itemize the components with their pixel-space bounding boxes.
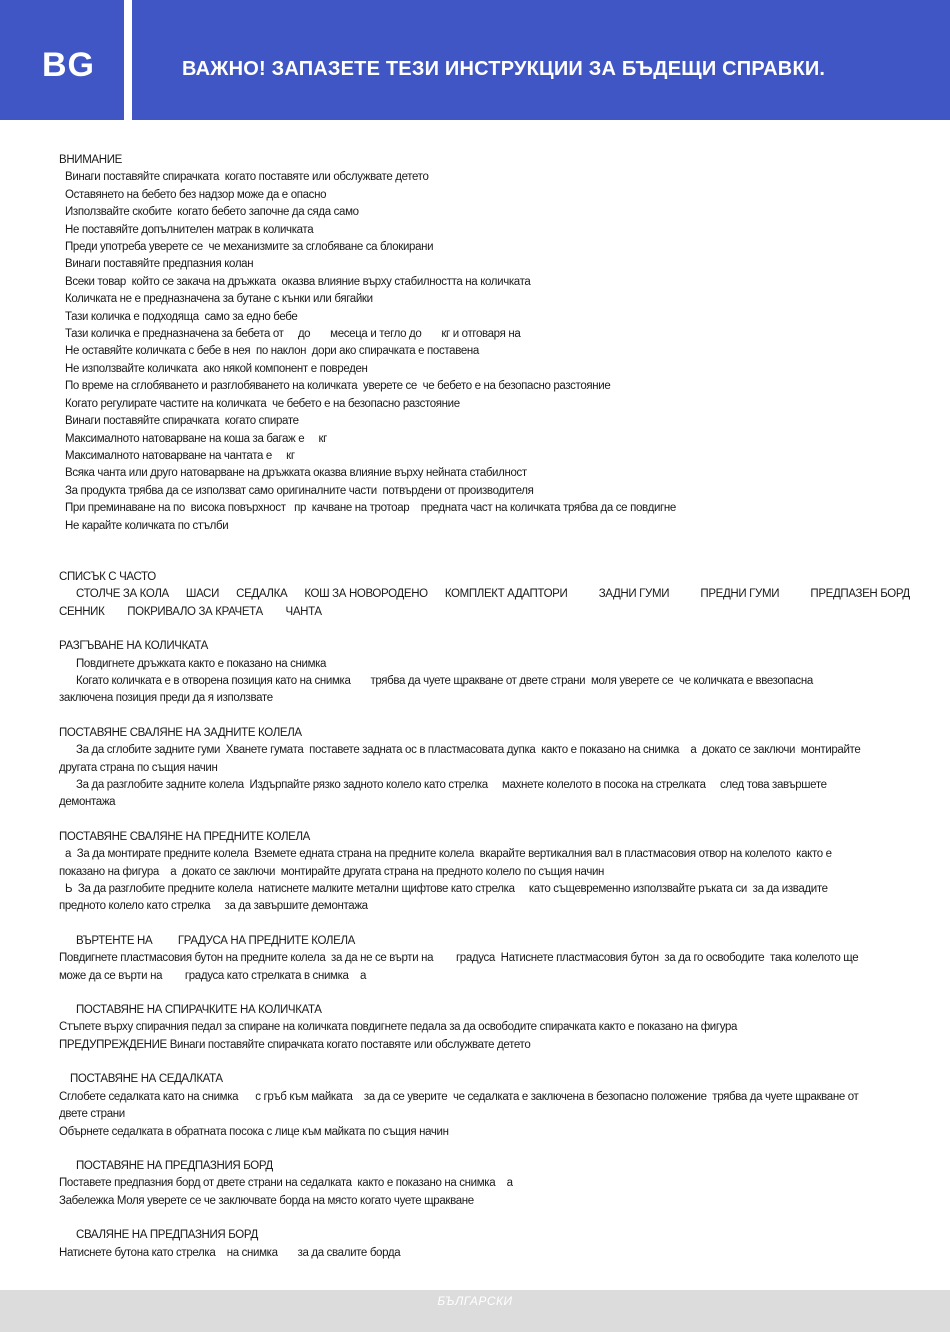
parts-section (59, 569, 910, 621)
section-heading: СПИСЪК С ЧАСТО (59, 570, 156, 583)
bumper-remove-section (59, 1227, 889, 1262)
paragraph: демонтажа (59, 796, 116, 809)
paragraph: За да разглобите задните колела Издърпайте рязко задното колело като стрелка махнете колелото в посока на стрелката след това завършете (76, 779, 827, 791)
paragraph: Ь За да разглобите предните колела натиснете малките метални щифтове като стрелка като същевременно използвайте ръката си за да извадите (65, 883, 828, 896)
paragraph: Поставете предпазния борд от двете страни на седалката както е показано на снимка а (59, 1177, 513, 1190)
warning-item: За продукта трябва да се използват само оригиналните части потвърдени от производителя (65, 484, 534, 497)
header-title: ВАЖНО! ЗАПАЗЕТЕ ТЕЗИ ИНСТРУКЦИИ ЗА БЪДЕЩИ СПРАВКИ. (182, 58, 826, 80)
warning-item: Преди употреба уверете се че механизмите за сглобяване са блокирани (65, 241, 434, 254)
seat-section (59, 1071, 889, 1141)
brakes-section (59, 1002, 889, 1054)
warning-item: Винаги поставяйте предпазния колан (65, 258, 254, 271)
parts-list-row: СЕННИК ПОКРИВАЛО ЗА КРАЧЕТА ЧАНТА (59, 605, 322, 618)
warning-item: Всеки товар който се закача на дръжката оказва влияние върху стабилността на количката (65, 275, 531, 288)
section-heading: ПОСТАВЯНЕ СВАЛЯНЕ НА ЗАДНИТЕ КОЛЕЛА (59, 726, 302, 739)
parts-list-row: СТОЛЧЕ ЗА КОЛА ШАСИ СЕДАЛКА КОШ ЗА НОВОРОДЕНО КОМПЛЕКТ АДАПТОРИ ЗАДНИ ГУМИ ПРЕДНИ ГУМИ ПРЕДПАЗЕН БОРД (76, 588, 910, 601)
warning-item: Когато регулирате частите на количката че бебето е на безопасно разстояние (65, 397, 460, 410)
section-heading: ПОСТАВЯНЕ НА СПИРАЧКИТЕ НА КОЛИЧКАТА (76, 1004, 322, 1017)
paragraph: Натиснете бутона като стрелка на снимка за да свалите борда (59, 1246, 401, 1259)
footer-language-label: БЪЛГАРСКИ (437, 1294, 513, 1308)
warning-item: Оставянето на бебето без надзор може да е опасно (65, 188, 327, 201)
warning-item: Не оставяйте количката с бебе в нея по наклон дори ако спирачката е поставена (65, 345, 479, 358)
section-heading: СВАЛЯНЕ НА ПРЕДПАЗНИЯ БОРД (76, 1229, 258, 1242)
paragraph: а За да монтирате предните колела Вземете едната страна на предните колела вкарайте вертикалния вал в пластмасовия отвор на колелото както е (65, 848, 832, 861)
paragraph: Повдигнете дръжката както е показано на снимка (76, 657, 327, 670)
section-heading: ПОСТАВЯНЕ СВАЛЯНЕ НА ПРЕДНИТЕ КОЛЕЛА (59, 830, 310, 843)
warning-item: Винаги поставяйте спирачката когато спирате (65, 415, 299, 428)
language-code: BG (42, 46, 95, 84)
paragraph: Сглобете седалката като на снимка с гръб към майката за да се уверите че седалката е заключена в безопасно положение трябва да чуете щракване от (59, 1090, 859, 1103)
warning-item: Всяка чанта или друго натоварване на дръжката оказва влияние върху нейната стабилност (65, 467, 527, 480)
header-banner (0, 0, 950, 120)
footer-bar (0, 1290, 950, 1332)
warning-item: По време на сглобяването и разглобяването на количката уверете се че бебето е на безопасно разстояние (65, 380, 611, 393)
warning-section (59, 152, 889, 535)
rotate-section (59, 933, 889, 985)
warning-item: Използвайте скобите когато бебето започне да сяда само (65, 206, 359, 219)
section-heading: ВНИМАНИЕ (59, 154, 122, 166)
paragraph: Когато количката е в отворена позиция като на снимка трябва да чуете щракване от двете страни моля уверете се че количката е ввезопасна (76, 674, 813, 687)
warning-item: Количката не е предназначена за бутане с кънки или бягайки (65, 293, 373, 306)
warning-item: Тази количка е предназначена за бебета от до месеца и тегло до кг и отговаря на (65, 328, 521, 341)
bumper-section (59, 1158, 889, 1210)
header-divider (124, 0, 132, 120)
paragraph: За да сглобите задните гуми Хванете гумата поставете задната ос в пластмасовата дупка както е показано на снимка а докато се заключи монтирайте (76, 744, 861, 757)
paragraph: заключена позиция преди да я използвате (59, 692, 273, 705)
section-heading: РАЗГЪВАНЕ НА КОЛИЧКАТА (59, 640, 208, 653)
paragraph: Повдигнете пластмасовия бутон на предните колела за да не се върти на градуса Натиснете пластмасовия бутон за да го освободите така колелото ще (59, 952, 859, 965)
front-wheels-section (59, 829, 889, 916)
warning-list (59, 169, 889, 535)
unfold-section (59, 638, 889, 708)
manual-content (59, 152, 910, 1262)
rear-wheels-section (59, 725, 889, 812)
warning-item: Максималното натоварване на коша за багаж е кг (65, 432, 328, 445)
paragraph: другата страна по същия начин (59, 761, 218, 774)
section-heading: ВЪРТЕНТЕ НА ГРАДУСА НА ПРЕДНИТЕ КОЛЕЛА (76, 934, 355, 947)
paragraph: може да се върти на градуса като стрелката в снимка а (59, 969, 366, 982)
warning-item: Не използвайте количката ако някой компонент е повреден (65, 362, 368, 375)
paragraph: показано на фигура а докато се заключи монтирайте другата страна на предното колело по същия начин (59, 865, 605, 878)
paragraph: двете страни (59, 1108, 125, 1121)
warning-item: Винаги поставяйте спирачката когато поставяте или обслужвате детето (65, 171, 429, 184)
paragraph: Обърнете седалката в обратната посока с лице към майката по същия начин (59, 1125, 449, 1138)
section-heading: ПОСТАВЯНЕ НА СЕДАЛКАТА (70, 1073, 223, 1086)
warning-item: Максималното натоварване на чантата е кг (65, 449, 295, 462)
paragraph: Стъпете върху спирачния педал за спиране на количката повдигнете педала за да освободите спирачката както е показано на фигура (59, 1021, 738, 1034)
warning-item: Тази количка е подходяща само за едно бебе (65, 310, 298, 323)
warning-item: Не поставяйте допълнителен матрак в количката (65, 223, 314, 236)
section-heading: ПОСТАВЯНЕ НА ПРЕДПАЗНИЯ БОРД (76, 1159, 273, 1172)
paragraph: ПРЕДУПРЕЖДЕНИЕ Винаги поставяйте спирачката когато поставяте или обслужвате детето (59, 1038, 531, 1051)
warning-item: При преминаване на по висока повърхност пр качване на тротоар предната част на количката трябва да се повдигне (65, 502, 676, 515)
warning-item: Не карайте количката по стълби (65, 519, 229, 532)
paragraph: Забележка Моля уверете се че заключвате борда на място когато чуете щракване (59, 1194, 474, 1207)
paragraph: предното колело като стрелка за да завършите демонтажа (59, 900, 368, 913)
